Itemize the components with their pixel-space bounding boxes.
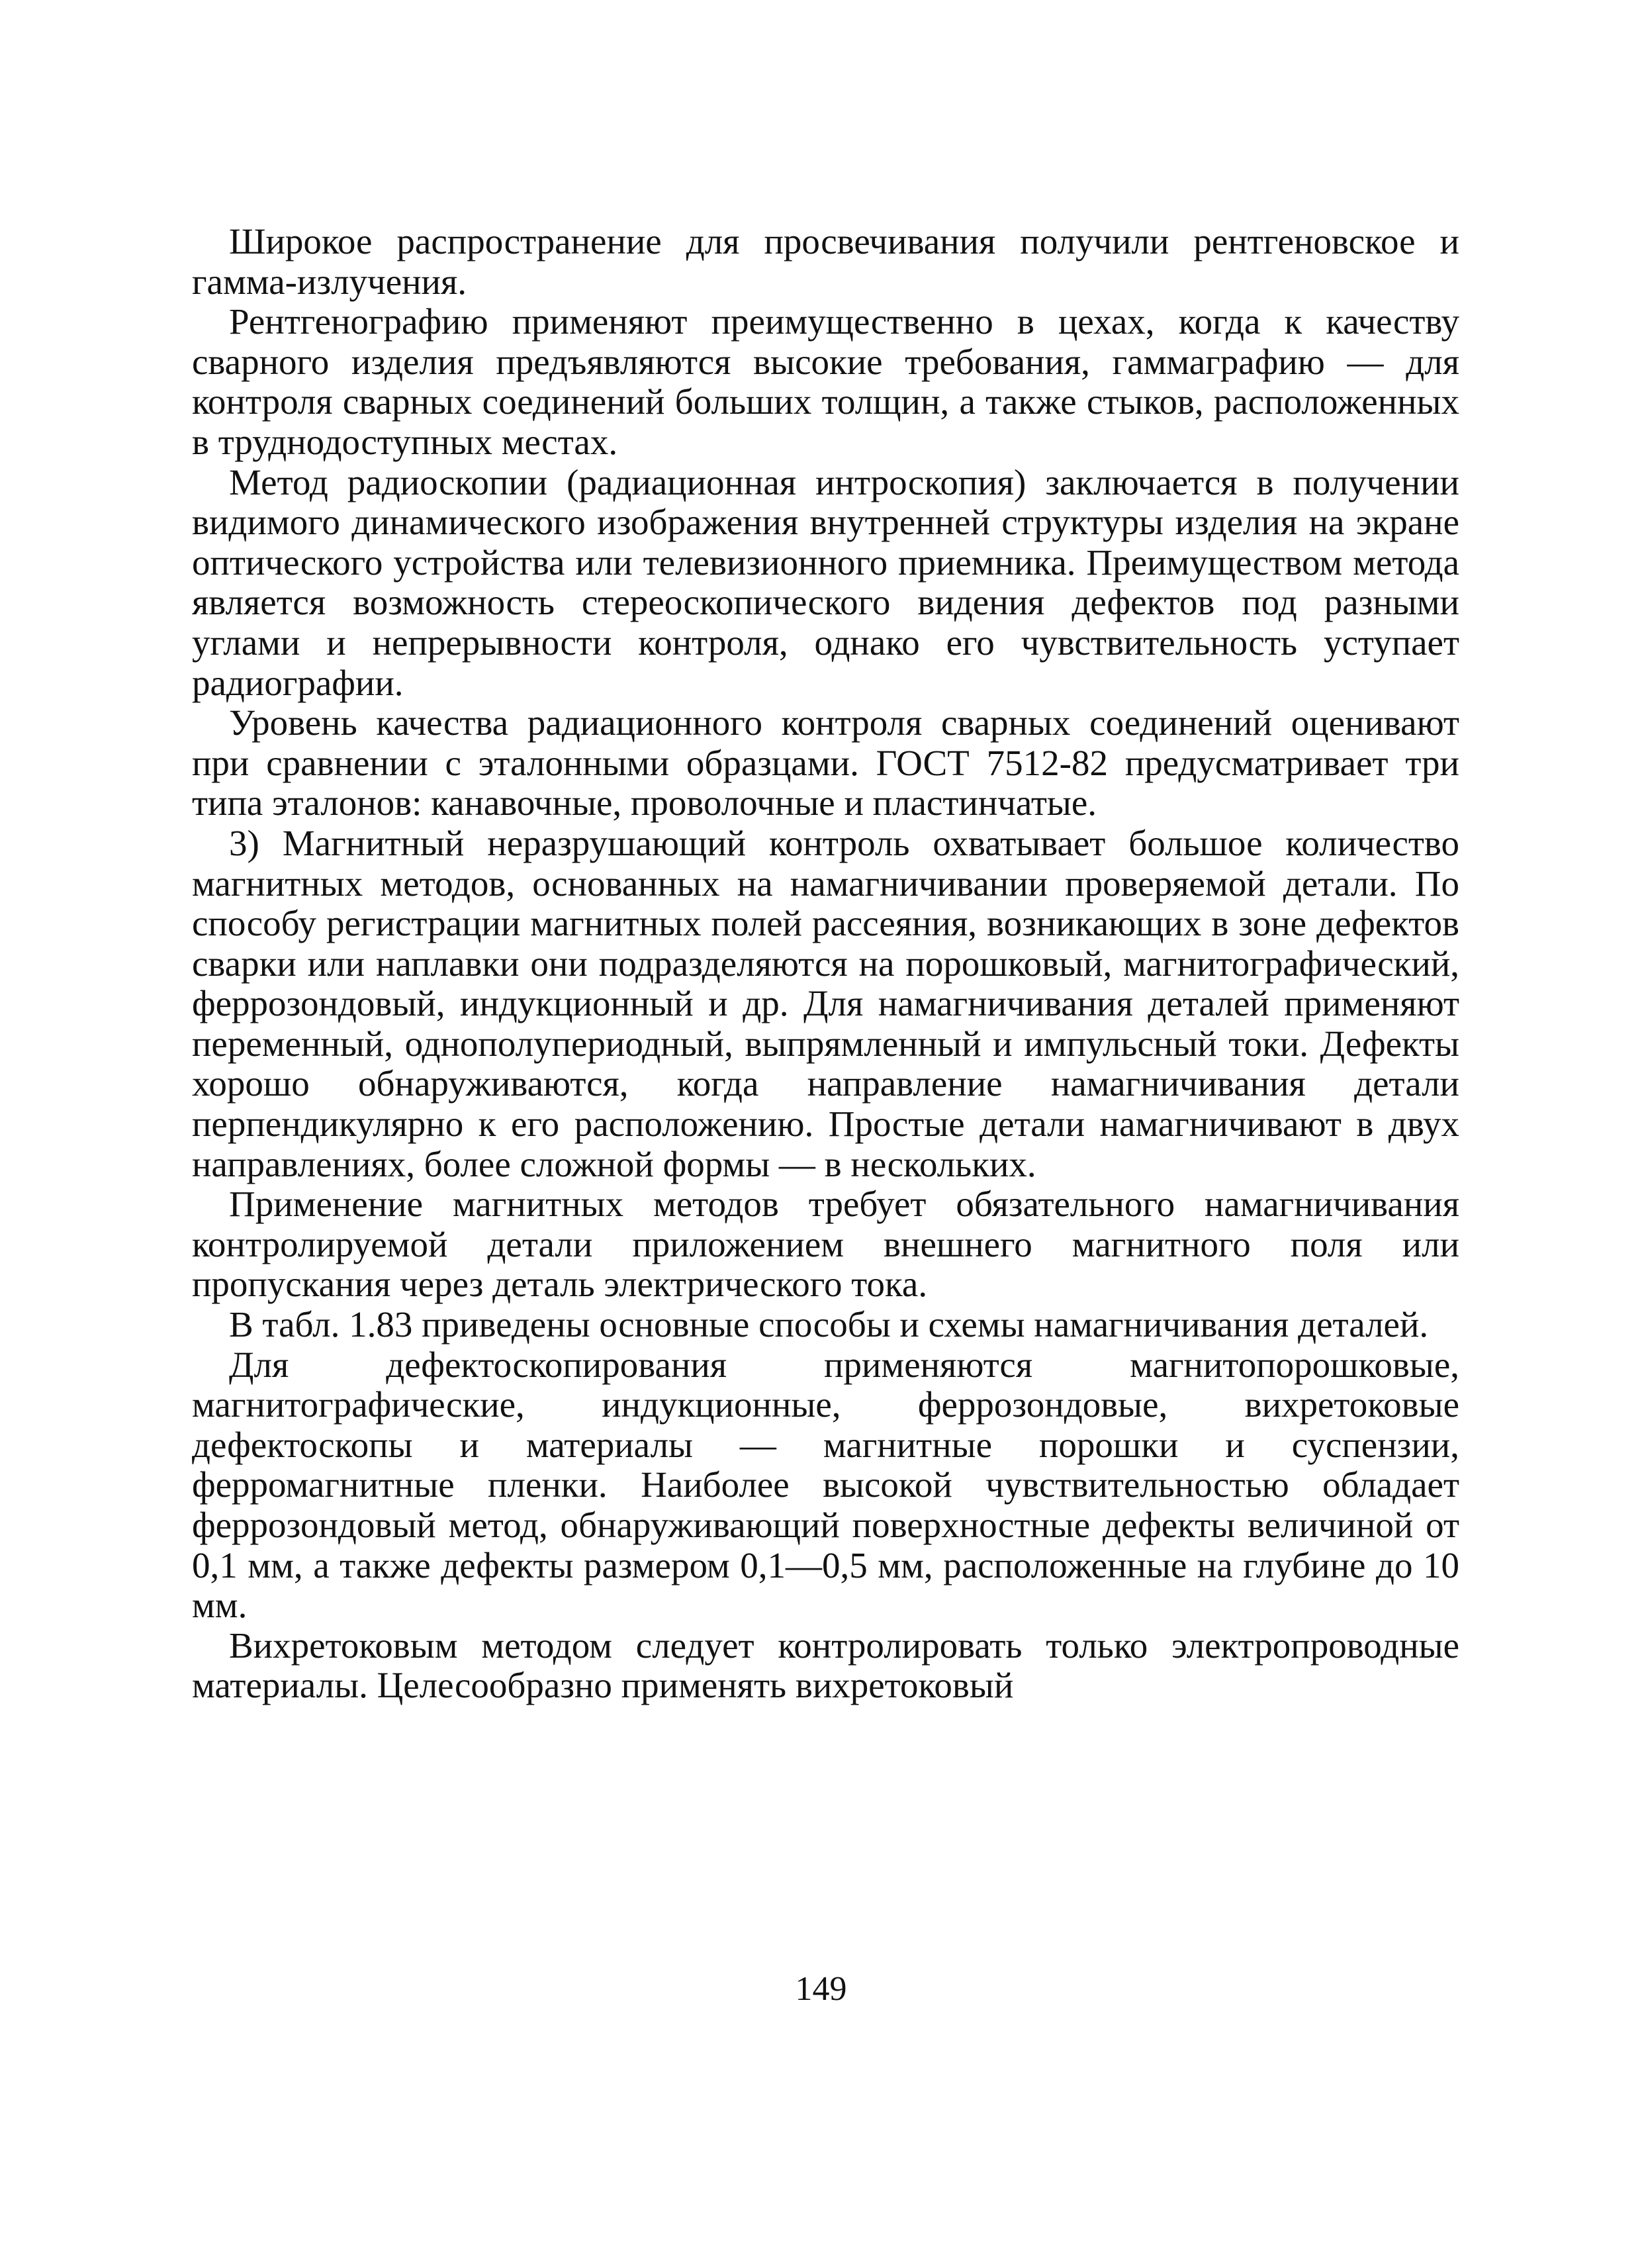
paragraph-flaw-detection: Для дефектоскопирования применяются магнитопорошковые, магнитографические, индукционные, феррозондовые, вихретоковые дефектоскопы и материалы — магнитные порошки и суспензии, ферромагнитные пленки. Наиболее высокой чувствительностью обладает феррозондовый метод, обнаруживающий поверхностные дефекты величиной от 0,1 мм, а также дефекты размером 0,1—0,5 мм, расположенные на глубине до 10 мм. — [192, 1344, 1459, 1626]
paragraph-xray-gamma: Широкое распространение для просвечивания получили рентгеновское и гамма-излучения. — [192, 221, 1459, 302]
paragraph-quality-level: Уровень качества радиационного контроля сварных соединений оценивают при сравнении с эталонными образцами. ГОСТ 7512-82 предусматривает три типа эталонов: канавочные, проволочные и пластинчатые. — [192, 702, 1459, 824]
page-number: 149 — [795, 1970, 847, 2008]
paragraph-radioscopy: Метод радиоскопии (радиационная интроскопия) заключается в получении видимого динамического изображения внутренней структуры изделия на экране оптического устройства или телевизионного приемника. Преимуществом метода является возможность стереоскопического видения дефектов под разными углами и непрерывности контроля, однако его чувствительность уступает радиографии. — [192, 461, 1459, 703]
paragraph-radiography-usage: Рентгенографию применяют преимущественно в цехах, когда к качеству сварного изделия предъявляются высокие требования, гаммаграфию — для контроля сварных соединений больших толщин, а также стыков, расположенных в труднодоступных местах. — [192, 301, 1459, 462]
paragraph-table-reference: В табл. 1.83 приведены основные способы и схемы намагничивания деталей. — [229, 1304, 1429, 1345]
paragraph-magnetic-testing: 3) Магнитный неразрушающий контроль охватывает большое количество магнитных методов, основанных на намагничивании проверяемой детали. По способу регистрации магнитных полей рассеяния, возникающих в зоне дефектов сварки или наплавки они подразделяются на порошковый, магнитографический, феррозондовый, индукционный и др. Для намагничивания деталей применяют переменный, однополупериодный, выпрямленный и импульсный токи. Дефекты хорошо обнаруживаются, когда направление намагничивания детали перпендикулярно к его расположению. Простые детали намагничивают в двух направлениях, более сложной формы — в нескольких. — [192, 822, 1459, 1184]
page-body — [192, 222, 1459, 1706]
paragraph-magnetic-methods-application: Применение магнитных методов требует обязательного намагничивания контролируемой детали приложением внешнего магнитного поля или пропускания через деталь электрического тока. — [192, 1184, 1459, 1305]
paragraph-eddy-current: Вихретоковым методом следует контролировать только электропроводные материалы. Целесообразно применять вихретоковый — [192, 1625, 1459, 1706]
